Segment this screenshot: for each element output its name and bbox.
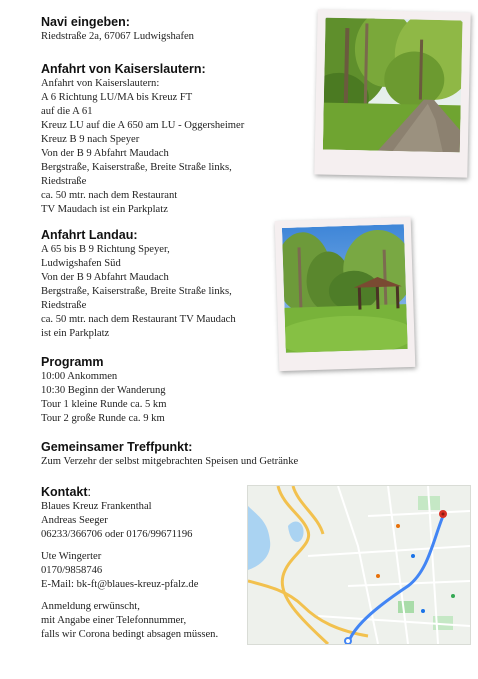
contact-line: 06233/366706 oder 0176/99671196 bbox=[41, 529, 193, 540]
highway-lines bbox=[248, 486, 368, 644]
kontakt-title: Kontakt bbox=[41, 485, 88, 499]
directions-line: A 6 Richtung LU/MA bis Kreuz FT bbox=[41, 92, 193, 103]
start-point-icon bbox=[345, 638, 351, 644]
pond-shape bbox=[288, 521, 304, 542]
treffpunkt-heading: Gemeinsamer Treffpunkt: bbox=[41, 440, 193, 454]
lake-shape bbox=[248, 506, 270, 570]
directions-line: ca. 50 mtr. nach dem Restaurant bbox=[41, 190, 178, 201]
polaroid-shelter-meadow bbox=[275, 217, 416, 371]
section-kaiserslautern bbox=[41, 61, 244, 217]
schedule-line: Tour 1 kleine Runde ca. 5 km bbox=[41, 399, 167, 410]
directions-line: Anfahrt von Kaiserslautern: bbox=[41, 78, 160, 89]
schedule-line: 10:00 Ankommen bbox=[41, 371, 118, 382]
contact-line: 0170/9858746 bbox=[41, 565, 103, 576]
directions-line: A 65 bis B 9 Richtung Speyer, bbox=[41, 244, 170, 255]
directions-line: Riedstraße bbox=[41, 300, 87, 311]
directions-line: Bergstraße, Kaiserstraße, Breite Straße links, bbox=[41, 286, 232, 297]
directions-line: Kreuz B 9 nach Speyer bbox=[41, 134, 140, 145]
kaiserslautern-heading: Anfahrt von Kaiserslautern: bbox=[41, 62, 206, 76]
destination-pin-icon[interactable] bbox=[439, 510, 447, 518]
section-navi bbox=[41, 14, 194, 44]
forest-path-photo bbox=[323, 18, 463, 153]
directions-line: Von der B 9 Abfahrt Maudach bbox=[41, 148, 169, 159]
contact-line: Ute Wingerter bbox=[41, 551, 102, 562]
directions-line: TV Maudach ist ein Parkplatz bbox=[41, 204, 168, 215]
spacer bbox=[41, 542, 218, 550]
email-line[interactable]: E-Mail: bk-ft@blaues-kreuz-pfalz.de bbox=[41, 579, 199, 590]
spacer bbox=[41, 592, 218, 600]
kontakt-colon: : bbox=[87, 485, 92, 499]
park-area bbox=[398, 601, 414, 613]
directions-line: auf die A 61 bbox=[41, 106, 93, 117]
programm-heading: Programm bbox=[41, 355, 104, 369]
shelter-meadow-photo bbox=[282, 224, 408, 353]
section-kontakt bbox=[41, 484, 218, 642]
directions-line: ist ein Parkplatz bbox=[41, 328, 110, 339]
schedule-line: Tour 2 große Runde ca. 9 km bbox=[41, 413, 165, 424]
directions-line: Ludwigshafen Süd bbox=[41, 258, 121, 269]
schedule-line: 10:30 Beginn der Wanderung bbox=[41, 385, 166, 396]
section-landau bbox=[41, 227, 236, 341]
polaroid-forest-path bbox=[314, 9, 470, 177]
section-treffpunkt bbox=[41, 439, 298, 469]
directions-line: Von der B 9 Abfahrt Maudach bbox=[41, 272, 169, 283]
landau-heading: Anfahrt Landau: bbox=[41, 228, 138, 242]
route-line bbox=[348, 516, 443, 644]
kontakt-heading bbox=[41, 484, 218, 500]
note-line: falls wir Corona bedingt absagen müssen. bbox=[41, 629, 219, 640]
directions-line: Riedstraße bbox=[41, 176, 87, 187]
note-line: Anmeldung erwünscht, bbox=[41, 601, 140, 612]
directions-line: ca. 50 mtr. nach dem Restaurant TV Maudach bbox=[41, 314, 236, 325]
navi-address: Riedstraße 2a, 67067 Ludwigshafen bbox=[41, 31, 194, 42]
treffpunkt-text: Zum Verzehr der selbst mitgebrachten Speisen und Getränke bbox=[41, 456, 299, 467]
section-programm bbox=[41, 354, 166, 426]
directions-line: Bergstraße, Kaiserstraße, Breite Straße links, bbox=[41, 162, 232, 173]
note-line: mit Angabe einer Telefonnummer, bbox=[41, 615, 187, 626]
navi-heading: Navi eingeben: bbox=[41, 15, 130, 29]
contact-line: Blaues Kreuz Frankenthal bbox=[41, 501, 152, 512]
contact-line: Andreas Seeger bbox=[41, 515, 108, 526]
directions-line: Kreuz LU auf die A 650 am LU - Oggersheimer bbox=[41, 120, 245, 131]
location-map[interactable] bbox=[247, 485, 471, 645]
